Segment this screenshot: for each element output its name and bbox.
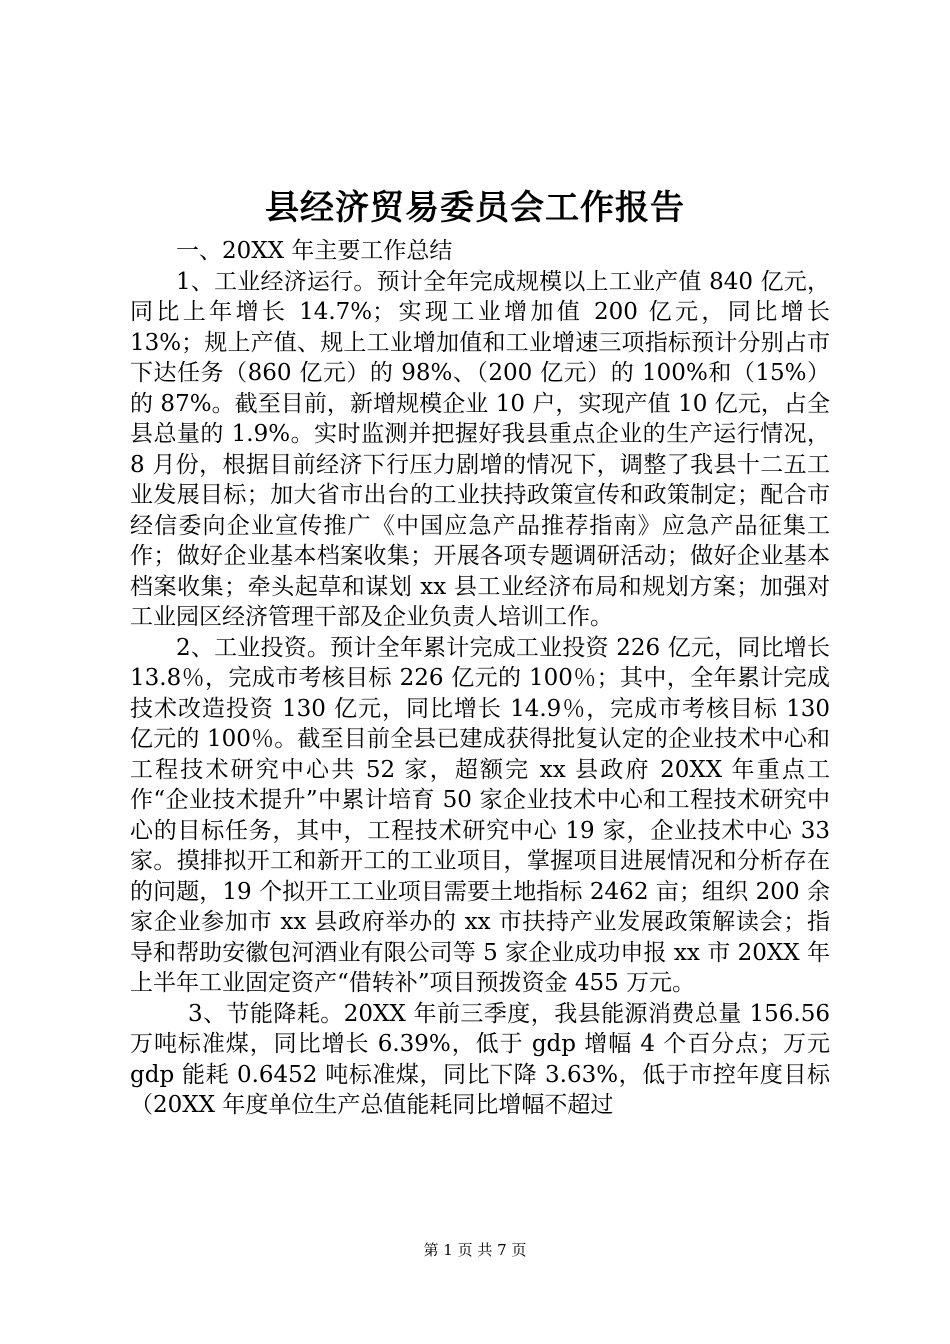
page-number: 第 1 页 共 7 页 <box>423 1241 527 1259</box>
paragraph-industrial-economy: 1、工业经济运行。预计全年完成规模以上工业产值 840 亿元，同比上年增长 14.7%；实现工业增加值 200 亿元，同比增长 13%；规上产值、规上工业增加值和工业增速三项指标预计分别占市下达任务（860 亿元）的 98%、（200 亿元）的 100%和（15%）的 87%。截至目前，新增规模企业 10 户，实现产值 10 亿元，占全县总量的 1.9%。实时监测并把握好我县重点企业的生产运行情况，8 月份，根据目前经济下行压力剧增的情况下，调整了我县十二五工业发展目标；加大省市出台的工业扶持政策宣传和政策制定；配合市经信委向企业宣传推广《中国应急产品推荐指南》应急产品征集工作；做好企业基本档案收集；开展各项专题调研活动；做好企业基本档案收集；牵头起草和谋划 xx 县工业经济布局和规划方案；加强对工业园区经济管理干部及企业负责人培训工作。 <box>130 268 830 630</box>
paragraph-energy-saving: 3、节能降耗。20XX 年前三季度，我县能源消费总量 156.56 万吨标准煤，同比增长 6.39%，低于 gdp 增幅 4 个百分点；万元 gdp 能耗 0.6452 吨标准煤，同比下降 3.63%，低于市控年度目标（20XX 年度单位生产总值能耗同比增幅不超过 <box>130 1000 830 1118</box>
document-title: 县经济贸易委员会工作报告 <box>265 188 685 228</box>
section-heading: 一、20XX 年主要工作总结 <box>176 238 453 264</box>
document-body <box>130 236 830 1121</box>
paragraph-industrial-investment: 2、工业投资。预计全年累计完成工业投资 226 亿元，同比增长 13.8％，完成市考核目标 226 亿元的 100％；其中，全年累计完成技术改造投资 130 亿元，同比增长 14.9％，完成市考核目标 130 亿元的 100％。截至目前全县已建成获得批复认定的企业技术中心和工程技术研究中心共 52 家，超额完 xx 县政府 20XX 年重点工作“企业技术提升”中累计培育 50 家企业技术中心和工程技术研究中心的目标任务，其中，工程技术研究中心 19 家，企业技术中心 33 家。摸排拟开工和新开工的工业项目，掌握项目进展情况和分析存在的问题，19 个拟开工工业项目需要土地指标 2462 亩；组织 200 余家企业参加市 xx 县政府举办的 xx 市扶持产业发展政策解读会；指导和帮助安徽包河酒业有限公司等 5 家企业成功申报 xx 市 20XX 年上半年工业固定资产“借转补”项目预拨资金 455 万元。 <box>130 634 830 996</box>
